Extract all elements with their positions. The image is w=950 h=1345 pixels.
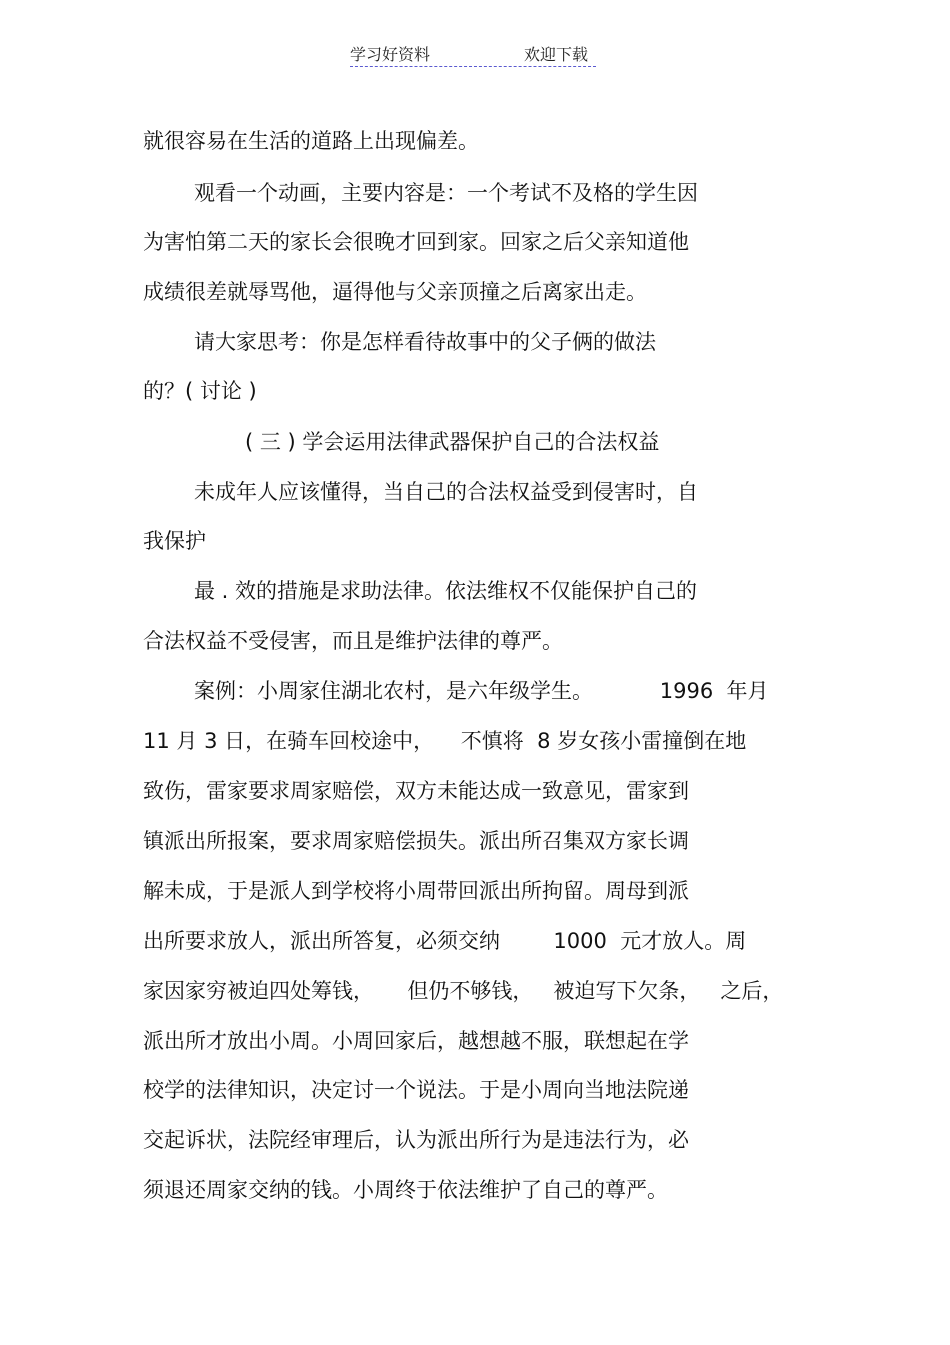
text-line-2: 观看一个动画，主要内容是：一个考试不及格的学生因	[194, 181, 698, 205]
text-line-13: 11 月 3 日，在骑车回校途中， 不慎将 8 岁女孩小雷撞倒在地	[143, 729, 747, 753]
text-line-19: 派出所才放出小周。小周回家后，越想越不服，联想起在学	[143, 1029, 689, 1053]
text-line-14: 致伤，雷家要求周家赔偿，双方未能达成一致意见，雷家到	[143, 779, 689, 803]
page-header	[350, 40, 596, 67]
text-line-3: 为害怕第二天的家长会很晚才回到家。回家之后父亲知道他	[143, 230, 689, 254]
text-line-1: 就很容易在生活的道路上出现偏差。	[143, 129, 479, 153]
header-right-text: 欢迎下载	[524, 45, 589, 64]
text-line-9: 我保护	[143, 529, 206, 553]
text-line-10: 最 . 效的措施是求助法律。依法维权不仅能保护自己的	[194, 579, 698, 603]
section-heading: ( 三 ) 学会运用法律武器保护自己的合法权益	[245, 430, 660, 454]
text-line-12: 案例：小周家住湖北农村，是六年级学生。 1996 年月	[194, 679, 769, 703]
header-left-text: 学习好资料	[350, 45, 431, 64]
text-line-20: 校学的法律知识，决定讨一个说法。于是小周向当地法院递	[143, 1078, 689, 1102]
text-line-21: 交起诉状，法院经审理后，认为派出所行为是违法行为，必	[143, 1128, 689, 1152]
text-line-22: 须退还周家交纳的钱。小周终于依法维护了自己的尊严。	[143, 1178, 668, 1202]
text-line-8: 未成年人应该懂得，当自己的合法权益受到侵害时，自	[194, 480, 698, 504]
text-line-6: 的？( 讨论 )	[143, 379, 257, 403]
text-line-16: 解未成，于是派人到学校将小周带回派出所拘留。周母到派	[143, 879, 689, 903]
text-line-4: 成绩很差就辱骂他，逼得他与父亲顶撞之后离家出走。	[143, 280, 647, 304]
text-line-18: 家因家穷被迫四处筹钱， 但仍不够钱， 被迫写下欠条， 之后，	[143, 979, 784, 1003]
text-line-17: 出所要求放人，派出所答复，必须交纳 1000 元才放人。周	[143, 929, 747, 953]
text-line-5: 请大家思考：你是怎样看待故事中的父子俩的做法	[194, 330, 656, 354]
text-line-11: 合法权益不受侵害，而且是维护法律的尊严。	[143, 629, 563, 653]
text-line-15: 镇派出所报案，要求周家赔偿损失。派出所召集双方家长调	[143, 829, 689, 853]
